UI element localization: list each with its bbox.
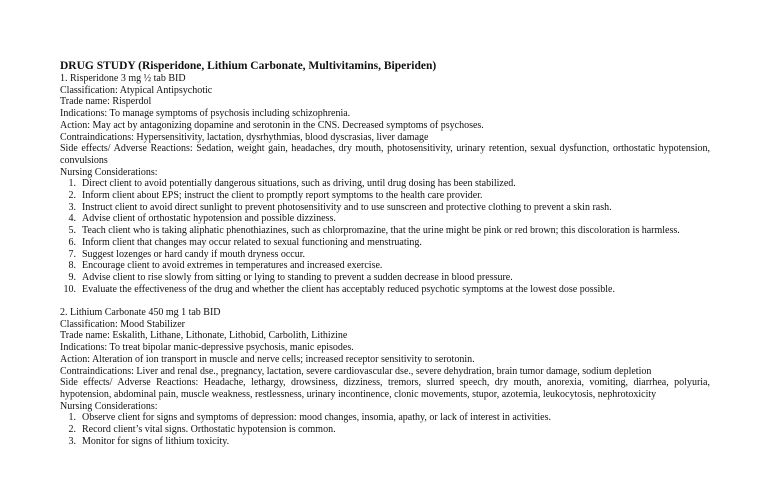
nursing-list xyxy=(60,178,710,295)
item-text: Evaluate the effectiveness of the drug and whether the client has acceptably reduced psychotic symptoms at the lowest dose possible. xyxy=(82,283,615,295)
item-number: 1. xyxy=(68,178,76,190)
drug-section-risperidone xyxy=(60,73,710,295)
nursing-list xyxy=(60,412,710,447)
list-item xyxy=(60,412,710,424)
item-number: 3. xyxy=(68,435,76,447)
trade-name: Trade name: Eskalith, Lithane, Lithonate, Lithobid, Carbolith, Lithizine xyxy=(60,330,348,342)
section-spacer xyxy=(60,295,710,307)
item-number: 2. xyxy=(68,190,76,202)
item-number: 5. xyxy=(68,225,76,237)
nursing-label: Nursing Considerations: xyxy=(60,166,158,178)
classification: Classification: Atypical Antipsychotic xyxy=(60,84,213,96)
item-text: Advise client of orthostatic hypotension and possible dizziness. xyxy=(82,213,336,225)
list-item xyxy=(60,190,710,202)
item-text: Teach client who is taking aliphatic phenothiazines, such as chlorpromazine, that the urine might be pink or red brown; this discoloration is harmless. xyxy=(82,225,680,237)
drug-heading: 2. Lithium Carbonate 450 mg 1 tab BID xyxy=(60,307,221,319)
list-item xyxy=(60,202,710,214)
item-text: Inform client that changes may occur related to sexual functioning and menstruating. xyxy=(82,236,422,248)
trade-name: Trade name: Risperdol xyxy=(60,96,152,108)
item-text: Suggest lozenges or hard candy if mouth dryness occur. xyxy=(82,248,306,260)
indications: Indications: To treat bipolar manic-depressive psychosis, manic episodes. xyxy=(60,342,354,354)
item-number: 4. xyxy=(68,213,76,225)
list-item xyxy=(60,237,710,249)
item-text: Instruct client to avoid direct sunlight to prevent photosensitivity and to use sunscreen and protective clothing to prevent a skin rash. xyxy=(82,201,612,213)
list-item xyxy=(60,249,710,261)
item-number: 10. xyxy=(63,283,76,295)
contraindications: Contraindications: Liver and renal dse., pregnancy, lactation, severe cardiovascular dse., severe dehydration, brain tumor damage, sodium depletion xyxy=(60,365,652,377)
indications: Indications: To manage symptoms of psychosis including schizophrenia. xyxy=(60,108,351,120)
document-page xyxy=(60,60,710,447)
document-title: DRUG STUDY (Risperidone, Lithium Carbonate, Multivitamins, Biperiden) xyxy=(60,60,437,72)
item-number: 6. xyxy=(68,236,76,248)
list-item xyxy=(60,213,710,225)
item-text: Direct client to avoid potentially dangerous situations, such as driving, until drug dosing has been stabilized. xyxy=(82,178,516,190)
classification: Classification: Mood Stabilizer xyxy=(60,318,185,330)
side-effects: Side effects/ Adverse Reactions: Headache, lethargy, drowsiness, dizziness, tremors, slurred speech, dry mouth, anorexia, vomiting, diarrhea, polyuria, hypotension, abdominal pain, muscle weakness, restlessness, urinary incontinence, clonic movements, stupor, azotemia, leukocytosis, nephrotoxicity xyxy=(60,377,710,400)
item-text: Advise client to rise slowly from sitting or lying to standing to prevent a sudden decrease in blood pressure. xyxy=(82,271,513,283)
list-item xyxy=(60,178,710,190)
list-item xyxy=(60,260,710,272)
item-number: 8. xyxy=(68,260,76,272)
item-text: Record client’s vital signs. Orthostatic hypotension is common. xyxy=(82,424,336,436)
list-item xyxy=(60,272,710,284)
drug-heading: 1. Risperidone 3 mg ½ tab BID xyxy=(60,73,186,84)
item-number: 9. xyxy=(68,271,76,283)
list-item xyxy=(60,225,710,237)
item-number: 1. xyxy=(68,412,76,424)
item-number: 7. xyxy=(68,248,76,260)
item-text: Inform client about EPS; instruct the client to promptly report symptoms to the health care provider. xyxy=(82,190,483,202)
nursing-label: Nursing Considerations: xyxy=(60,400,158,412)
drug-section-lithium xyxy=(60,307,710,447)
item-text: Monitor for signs of lithium toxicity. xyxy=(82,435,230,447)
contraindications: Contraindications: Hypersensitivity, lactation, dysrhythmias, blood dyscrasias, liver damage xyxy=(60,131,429,143)
side-effects: Side effects/ Adverse Reactions: Sedation, weight gain, headaches, dry mouth, photosensitivity, urinary retention, sexual dysfunction, orthostatic hypotension, convulsions xyxy=(60,143,710,166)
list-item xyxy=(60,284,710,296)
item-number: 3. xyxy=(68,201,76,213)
action: Action: Alteration of ion transport in muscle and nerve cells; increased receptor sensitivity to serotonin. xyxy=(60,353,475,365)
item-text: Observe client for signs and symptoms of depression: mood changes, insomia, apathy, or lack of interest in activities. xyxy=(82,412,551,424)
list-item xyxy=(60,424,710,436)
list-item xyxy=(60,436,710,448)
item-text: Encourage client to avoid extremes in temperatures and increased exercise. xyxy=(82,260,383,272)
item-number: 2. xyxy=(68,424,76,436)
action: Action: May act by antagonizing dopamine and serotonin in the CNS. Decreased symptoms of psychoses. xyxy=(60,119,484,131)
